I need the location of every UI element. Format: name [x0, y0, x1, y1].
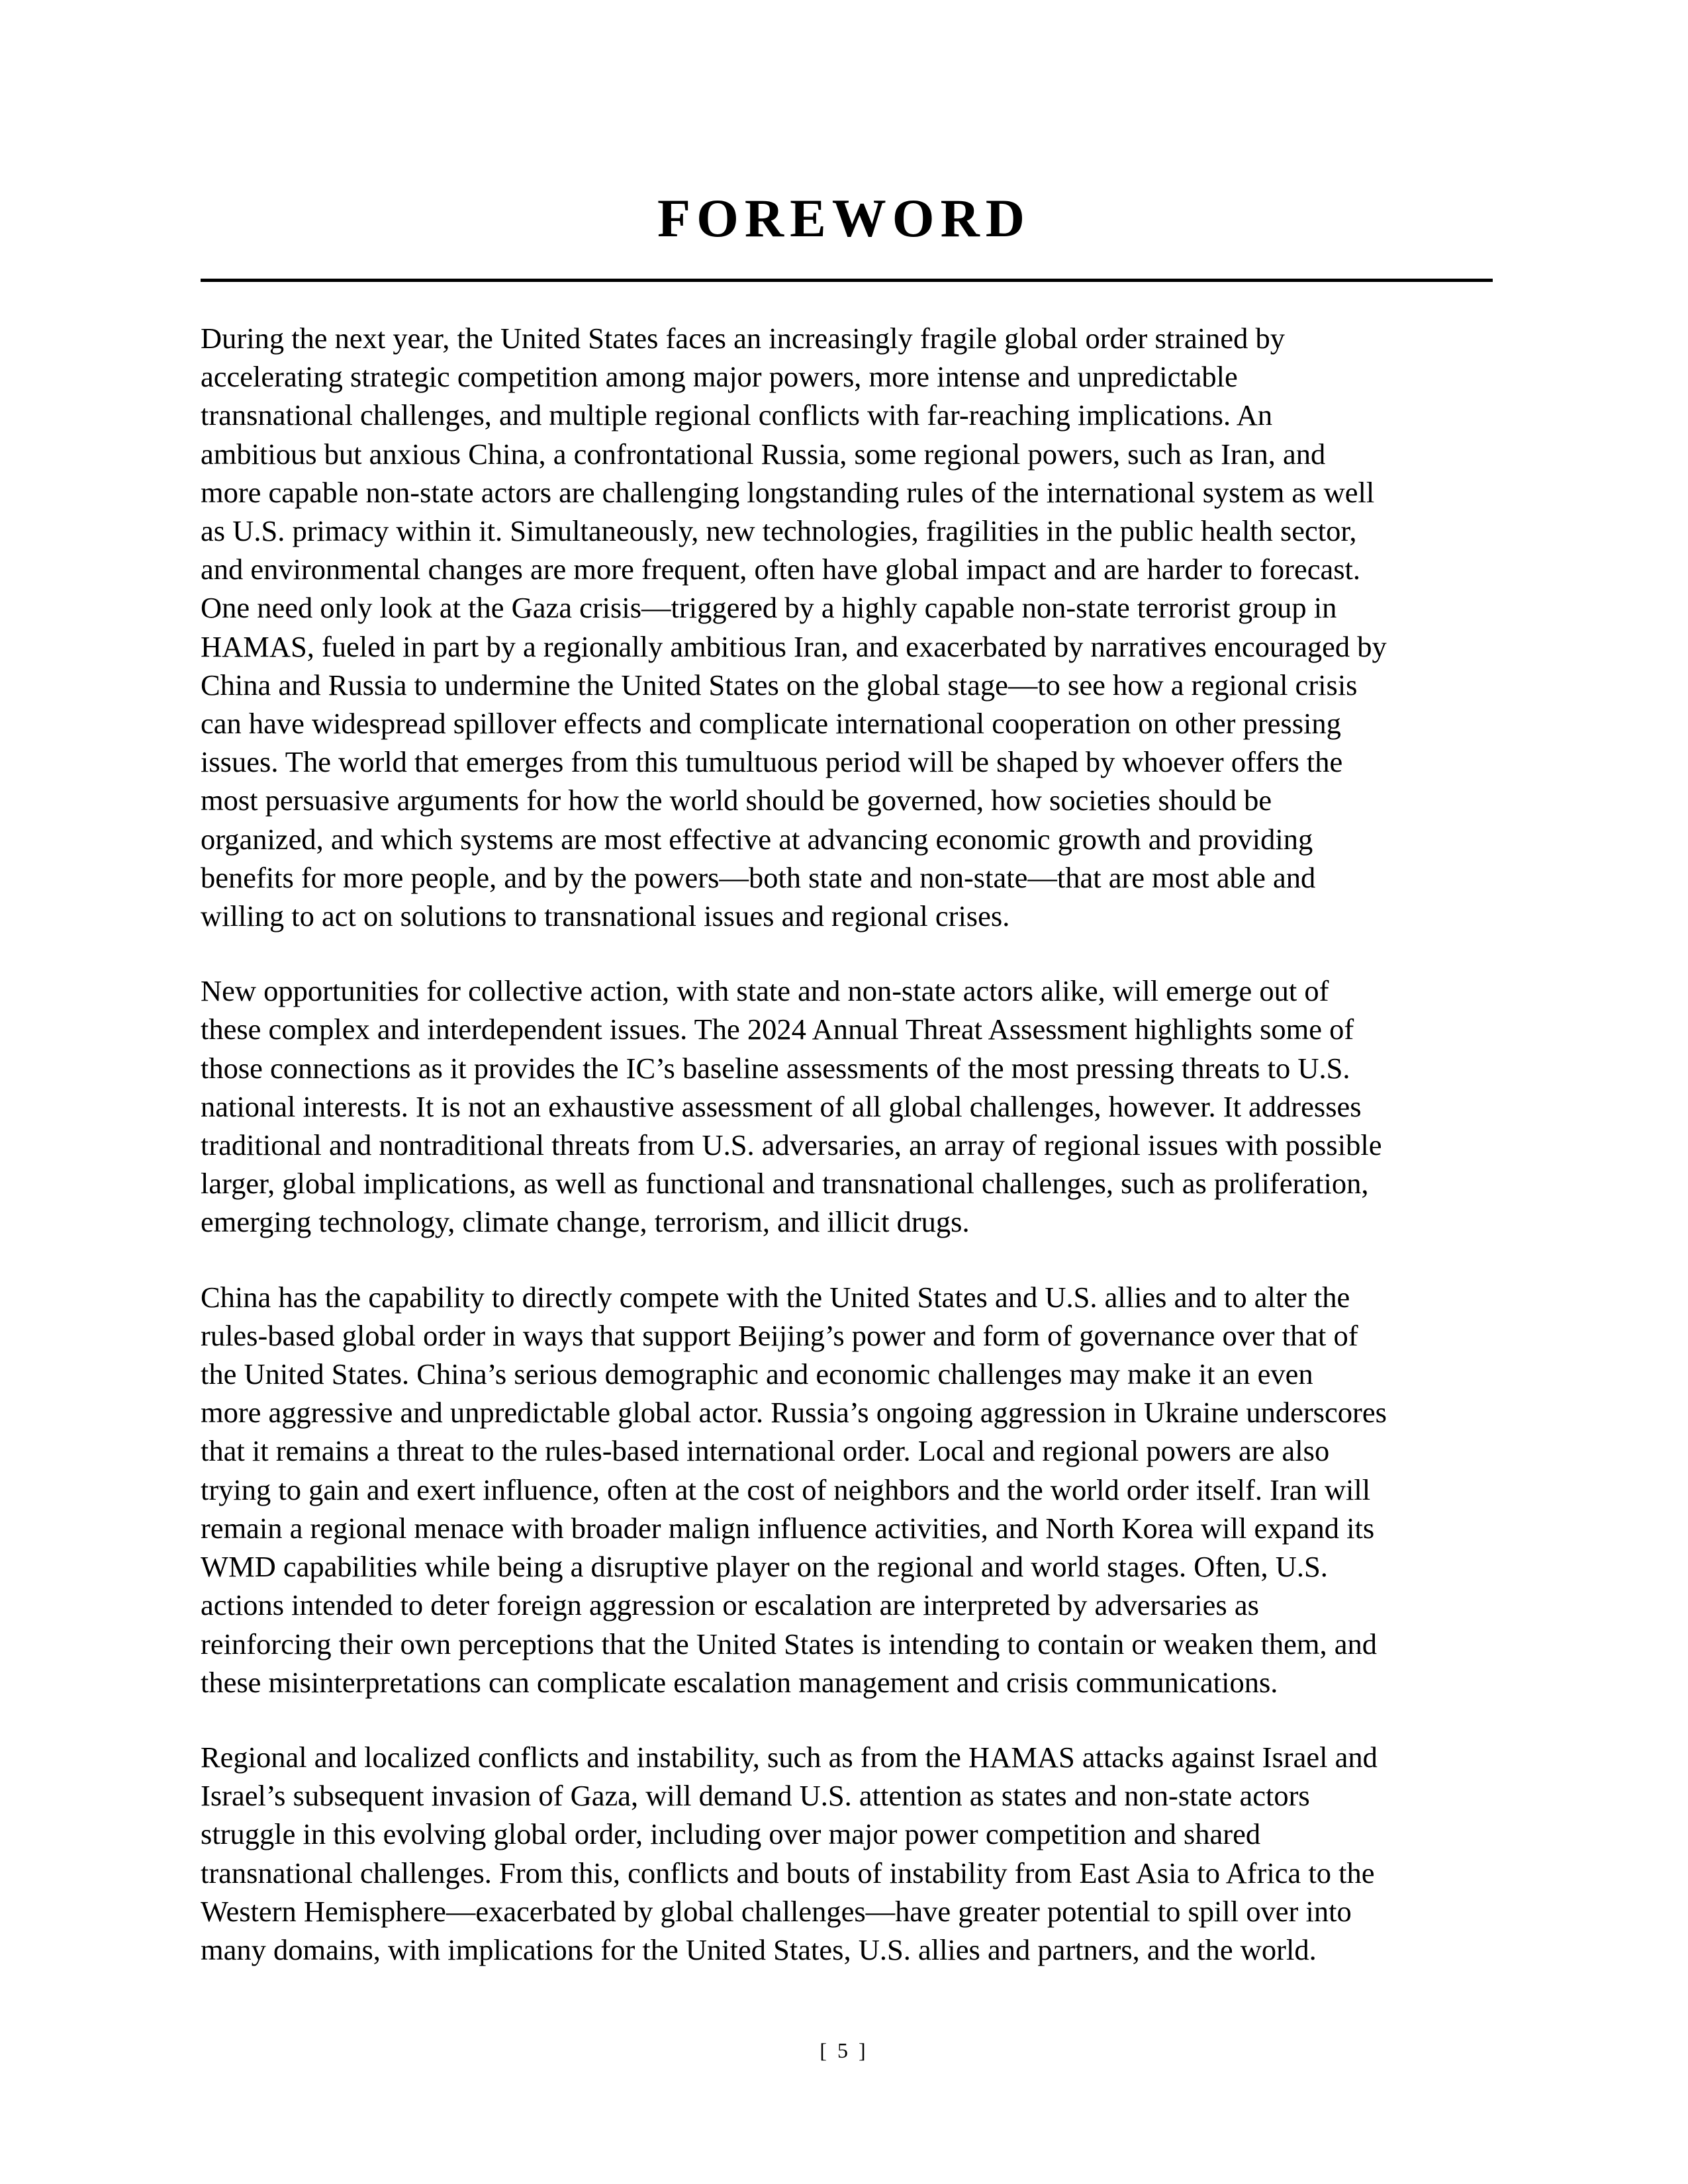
page-title: FOREWORD: [657, 188, 1031, 248]
text-line: willing to act on solutions to transnational issues and regional crises.: [201, 899, 1010, 933]
text-line: issues. The world that emerges from this tumultuous period will be shaped by whoever offers the: [201, 745, 1343, 779]
text-line: more aggressive and unpredictable global actor. Russia’s ongoing aggression in Ukraine underscores: [201, 1396, 1387, 1430]
paragraph-4: [201, 1738, 1498, 1969]
text-line: WMD capabilities while being a disruptive player on the regional and world stages. Often, U.S.: [201, 1550, 1328, 1584]
text-line: actions intended to deter foreign aggression or escalation are interpreted by adversaries as: [201, 1588, 1259, 1622]
text-line: trying to gain and exert influence, often at the cost of neighbors and the world order itself. Iran will: [201, 1473, 1371, 1506]
text-line: these misinterpretations can complicate escalation management and crisis communications.: [201, 1665, 1278, 1699]
text-line: and environmental changes are more frequent, often have global impact and are harder to forecast.: [201, 553, 1361, 586]
text-line: rules-based global order in ways that support Beijing’s power and form of governance over that of: [201, 1318, 1358, 1352]
text-line: the United States. China’s serious demographic and economic challenges may make it an even: [201, 1357, 1313, 1391]
text-line: During the next year, the United States faces an increasingly fragile global order strained by: [201, 322, 1285, 355]
text-line: national interests. It is not an exhaustive assessment of all global challenges, however. It addresses: [201, 1089, 1362, 1123]
text-line: benefits for more people, and by the powers—both state and non-state—that are most able and: [201, 860, 1316, 894]
text-line: accelerating strategic competition among major powers, more intense and unpredictable: [201, 360, 1238, 394]
text-line: organized, and which systems are most effective at advancing economic growth and providing: [201, 822, 1313, 856]
text-line: Western Hemisphere—exacerbated by global challenges—have greater potential to spill over into: [201, 1894, 1352, 1928]
text-line: those connections as it provides the IC’s baseline assessments of the most pressing threats to U.S.: [201, 1051, 1350, 1085]
text-line: China has the capability to directly compete with the United States and U.S. allies and to alter the: [201, 1280, 1350, 1314]
text-line: traditional and nontraditional threats from U.S. adversaries, an array of regional issues with possible: [201, 1128, 1382, 1162]
text-line: reinforcing their own perceptions that the United States is intending to contain or weaken them, and: [201, 1627, 1378, 1661]
paragraph-1: [201, 319, 1498, 935]
foreword-body: [201, 319, 1498, 2005]
text-line: Israel’s subsequent invasion of Gaza, will demand U.S. attention as states and non-state actors: [201, 1779, 1310, 1813]
text-line: struggle in this evolving global order, including over major power competition and shared: [201, 1817, 1261, 1851]
text-line: emerging technology, climate change, terrorism, and illicit drugs.: [201, 1205, 970, 1239]
page-number: [ 5 ]: [820, 2038, 868, 2062]
text-line: that it remains a threat to the rules-based international order. Local and regional powers are also: [201, 1434, 1330, 1468]
paragraph-3: [201, 1278, 1498, 1702]
text-line: more capable non-state actors are challenging longstanding rules of the international system as well: [201, 475, 1375, 509]
text-line: New opportunities for collective action, with state and non-state actors alike, will emerge out of: [201, 974, 1329, 1008]
text-line: many domains, with implications for the United States, U.S. allies and partners, and the world.: [201, 1933, 1317, 1966]
text-line: transnational challenges. From this, conflicts and bouts of instability from East Asia to Africa to the: [201, 1856, 1375, 1889]
text-line: can have widespread spillover effects and complicate international cooperation on other pressing: [201, 707, 1341, 741]
text-line: ambitious but anxious China, a confrontational Russia, some regional powers, such as Iran, and: [201, 437, 1326, 471]
text-line: transnational challenges, and multiple regional conflicts with far-reaching implications. An: [201, 398, 1273, 432]
text-line: these complex and interdependent issues. The 2024 Annual Threat Assessment highlights some of: [201, 1013, 1354, 1046]
text-line: remain a regional menace with broader malign influence activities, and North Korea will expand its: [201, 1511, 1375, 1545]
text-line: One need only look at the Gaza crisis—triggered by a highly capable non-state terrorist group in: [201, 591, 1337, 625]
paragraph-2: [201, 972, 1498, 1241]
title-divider: [201, 279, 1493, 282]
text-line: larger, global implications, as well as functional and transnational challenges, such as proliferation,: [201, 1167, 1369, 1201]
text-line: Regional and localized conflicts and instability, such as from the HAMAS attacks against Israel and: [201, 1740, 1378, 1774]
text-line: HAMAS, fueled in part by a regionally ambitious Iran, and exacerbated by narratives encouraged by: [201, 629, 1387, 663]
text-line: most persuasive arguments for how the world should be governed, how societies should be: [201, 784, 1272, 817]
text-line: as U.S. primacy within it. Simultaneously, new technologies, fragilities in the public health sector,: [201, 514, 1357, 548]
text-line: China and Russia to undermine the United States on the global stage—to see how a regional crisis: [201, 668, 1358, 702]
